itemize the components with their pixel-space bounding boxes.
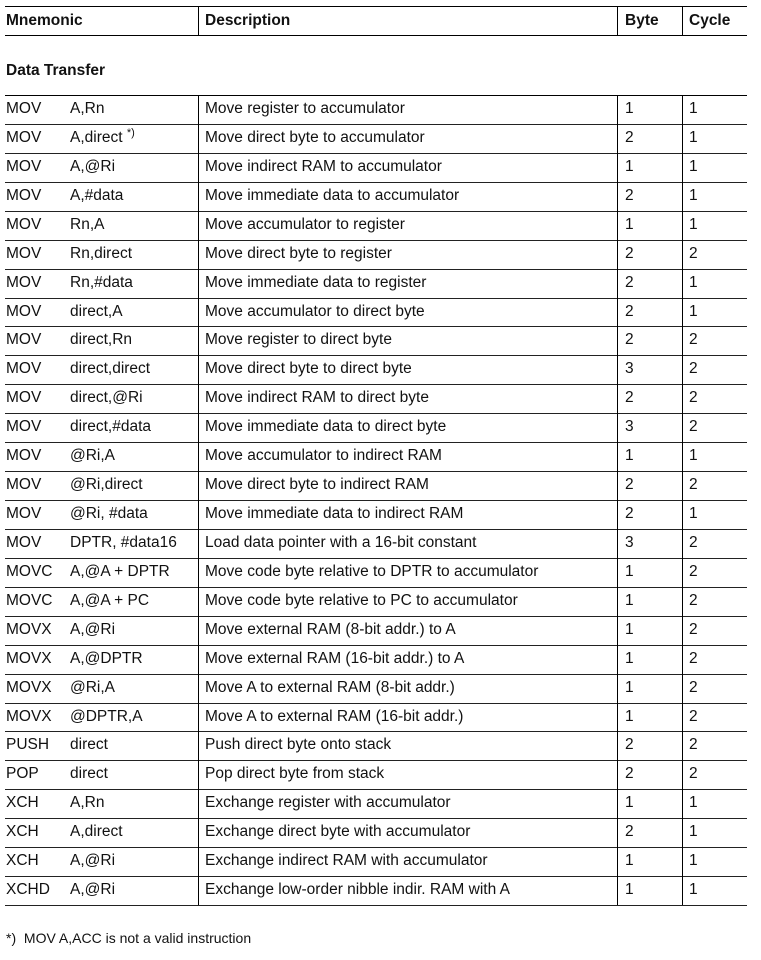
section-title: Data Transfer	[6, 62, 106, 79]
row-divider	[5, 616, 747, 617]
row-description: Exchange register with accumulator	[205, 794, 451, 811]
row-divider	[5, 645, 747, 646]
row-description: Move indirect RAM to accumulator	[205, 158, 442, 175]
row-operands	[70, 592, 149, 610]
row-opcode: XCHD	[6, 881, 50, 898]
row-byte: 1	[625, 216, 634, 233]
row-operands-text: direct,Rn	[70, 331, 133, 348]
row-operands-text: A,direct	[70, 823, 123, 840]
row-cycle: 2	[689, 360, 698, 377]
row-operands-text: A,@A + PC	[70, 592, 150, 609]
row-cycle: 2	[689, 736, 698, 753]
row-byte: 2	[625, 245, 634, 262]
row-operands-text: DPTR, #data16	[70, 534, 177, 551]
row-cycle: 2	[689, 331, 698, 348]
row-description: Exchange low-order nibble indir. RAM with A	[205, 881, 510, 898]
row-cycle: 1	[689, 794, 698, 811]
row-cycle: 1	[689, 852, 698, 869]
row-cycle: 1	[689, 158, 698, 175]
header-bottom-border	[5, 35, 747, 36]
row-byte: 2	[625, 736, 634, 753]
row-byte: 2	[625, 765, 634, 782]
row-description: Move code byte relative to PC to accumulator	[205, 592, 518, 609]
header-column-divider	[682, 6, 683, 35]
row-description: Push direct byte onto stack	[205, 736, 392, 753]
row-opcode: MOV	[6, 360, 42, 377]
row-operands-text: direct,A	[70, 303, 123, 320]
footnote	[6, 930, 251, 946]
row-opcode: MOVX	[6, 650, 52, 667]
row-opcode: POP	[6, 765, 39, 782]
row-operands-text: @Ri, #data	[70, 505, 148, 522]
row-description: Move direct byte to direct byte	[205, 360, 412, 377]
row-byte: 3	[625, 534, 634, 551]
row-description: Exchange indirect RAM with accumulator	[205, 852, 488, 869]
row-opcode: MOV	[6, 245, 42, 262]
row-byte: 1	[625, 100, 634, 117]
row-divider	[5, 153, 747, 154]
row-divider	[5, 529, 747, 530]
row-byte: 3	[625, 418, 634, 435]
row-operands	[70, 765, 108, 783]
row-description: Move accumulator to indirect RAM	[205, 447, 442, 464]
row-operands-text: A,direct	[70, 129, 123, 146]
row-operands	[70, 650, 143, 668]
row-description: Move direct byte to indirect RAM	[205, 476, 429, 493]
row-opcode: MOV	[6, 418, 42, 435]
row-opcode: MOVX	[6, 621, 52, 638]
row-cycle: 2	[689, 245, 698, 262]
row-opcode: MOV	[6, 331, 42, 348]
row-divider	[5, 587, 747, 588]
row-operands	[70, 621, 115, 639]
row-divider	[5, 674, 747, 675]
row-description: Move register to accumulator	[205, 100, 405, 117]
row-divider	[5, 789, 747, 790]
row-divider	[5, 442, 747, 443]
row-operands	[70, 447, 115, 465]
row-operands	[70, 216, 104, 234]
row-operands-text: A,Rn	[70, 100, 105, 117]
row-operands	[70, 187, 123, 205]
header-cycle: Cycle	[689, 12, 731, 29]
row-operands-text: A,@Ri	[70, 158, 116, 175]
row-divider	[5, 760, 747, 761]
row-cycle: 1	[689, 274, 698, 291]
row-operands-text: @DPTR,A	[70, 708, 143, 725]
row-cycle: 1	[689, 100, 698, 117]
row-divider	[5, 818, 747, 819]
header-column-divider	[198, 6, 199, 35]
row-cycle: 2	[689, 563, 698, 580]
column-divider	[198, 95, 199, 905]
row-operands	[70, 158, 115, 176]
row-operands	[70, 303, 123, 321]
row-opcode: XCH	[6, 823, 39, 840]
row-byte: 2	[625, 331, 634, 348]
row-opcode: PUSH	[6, 736, 50, 753]
row-description: Move immediate data to register	[205, 274, 427, 291]
row-operands	[70, 331, 132, 349]
row-byte: 1	[625, 447, 634, 464]
row-operands-text: A,#data	[70, 187, 124, 204]
row-description: Move accumulator to direct byte	[205, 303, 425, 320]
row-operands	[70, 823, 123, 841]
row-byte: 2	[625, 187, 634, 204]
row-cycle: 1	[689, 129, 698, 146]
row-byte: 1	[625, 679, 634, 696]
row-byte: 1	[625, 881, 634, 898]
row-operands	[70, 418, 151, 436]
row-description: Move immediate data to indirect RAM	[205, 505, 464, 522]
row-opcode: MOV	[6, 389, 42, 406]
row-byte: 3	[625, 360, 634, 377]
row-divider	[5, 384, 747, 385]
row-cycle: 2	[689, 708, 698, 725]
row-opcode: MOV	[6, 100, 42, 117]
row-divider	[5, 211, 747, 212]
row-operands-text: A,@Ri	[70, 881, 116, 898]
row-description: Move direct byte to accumulator	[205, 129, 425, 146]
row-opcode: MOV	[6, 158, 42, 175]
row-description: Move code byte relative to DPTR to accumulator	[205, 563, 539, 580]
row-description: Exchange direct byte with accumulator	[205, 823, 471, 840]
row-operands	[70, 794, 104, 812]
row-cycle: 2	[689, 679, 698, 696]
header-description: Description	[205, 12, 291, 29]
row-cycle: 1	[689, 187, 698, 204]
row-opcode: MOVC	[6, 592, 53, 609]
row-operands	[70, 505, 148, 523]
row-operands-text: direct	[70, 736, 108, 753]
row-cycle: 2	[689, 592, 698, 609]
row-operands-text: direct,@Ri	[70, 389, 143, 406]
row-operands-text: A,@Ri	[70, 852, 116, 869]
row-divider	[5, 413, 747, 414]
row-opcode: MOV	[6, 447, 42, 464]
row-byte: 1	[625, 563, 634, 580]
column-divider	[682, 95, 683, 905]
row-description: Move immediate data to accumulator	[205, 187, 460, 204]
row-opcode: MOV	[6, 216, 42, 233]
row-operands	[70, 852, 115, 870]
table-top-border	[5, 6, 747, 7]
row-byte: 1	[625, 794, 634, 811]
row-cycle: 2	[689, 534, 698, 551]
row-divider	[5, 500, 747, 501]
row-operands	[70, 126, 135, 147]
row-operands	[70, 708, 143, 726]
row-opcode: MOV	[6, 505, 42, 522]
row-opcode: MOV	[6, 534, 42, 551]
row-operands-text: Rn,A	[70, 216, 105, 233]
row-description: Move external RAM (16-bit addr.) to A	[205, 650, 465, 667]
row-operands	[70, 736, 108, 754]
row-operands-text: direct,#data	[70, 418, 151, 435]
row-divider	[5, 355, 747, 356]
row-divider	[5, 558, 747, 559]
row-divider	[5, 731, 747, 732]
row-byte: 2	[625, 303, 634, 320]
row-divider	[5, 847, 747, 848]
row-description: Move direct byte to register	[205, 245, 392, 262]
row-byte: 1	[625, 650, 634, 667]
row-byte: 2	[625, 274, 634, 291]
row-cycle: 2	[689, 476, 698, 493]
row-cycle: 1	[689, 216, 698, 233]
row-byte: 1	[625, 852, 634, 869]
row-footnote-mark: *)	[126, 126, 135, 139]
row-cycle: 1	[689, 447, 698, 464]
row-cycle: 2	[689, 621, 698, 638]
header-column-divider	[617, 6, 618, 35]
row-operands-text: direct	[70, 765, 108, 782]
row-opcode: XCH	[6, 794, 39, 811]
row-operands-text: Rn,direct	[70, 245, 133, 262]
row-divider	[5, 326, 747, 327]
row-opcode: MOVX	[6, 679, 52, 696]
row-description: Move indirect RAM to direct byte	[205, 389, 429, 406]
row-byte: 1	[625, 621, 634, 638]
header-mnemonic: Mnemonic	[6, 12, 83, 29]
body-top-border	[5, 95, 747, 96]
row-divider	[5, 269, 747, 270]
row-operands	[70, 274, 133, 292]
row-operands	[70, 534, 177, 552]
row-description: Move register to direct byte	[205, 331, 392, 348]
row-operands-text: A,@A + DPTR	[70, 563, 170, 580]
row-cycle: 1	[689, 881, 698, 898]
row-operands-text: A,@Ri	[70, 621, 116, 638]
row-operands	[70, 563, 170, 581]
row-opcode: MOV	[6, 187, 42, 204]
row-opcode: MOV	[6, 303, 42, 320]
row-operands-text: @Ri,A	[70, 447, 116, 464]
row-opcode: XCH	[6, 852, 39, 869]
row-cycle: 1	[689, 823, 698, 840]
row-byte: 1	[625, 158, 634, 175]
row-cycle: 2	[689, 418, 698, 435]
row-divider	[5, 182, 747, 183]
footnote-mark: *)	[6, 930, 17, 946]
row-divider	[5, 298, 747, 299]
row-operands-text: A,@DPTR	[70, 650, 143, 667]
row-divider	[5, 876, 747, 877]
row-byte: 1	[625, 592, 634, 609]
row-divider	[5, 124, 747, 125]
row-operands	[70, 360, 150, 378]
row-byte: 2	[625, 505, 634, 522]
row-cycle: 1	[689, 505, 698, 522]
row-operands	[70, 389, 143, 407]
row-cycle: 2	[689, 650, 698, 667]
row-description: Load data pointer with a 16-bit constant	[205, 534, 477, 551]
row-operands	[70, 679, 115, 697]
row-description: Move immediate data to direct byte	[205, 418, 447, 435]
row-divider	[5, 703, 747, 704]
row-cycle: 2	[689, 765, 698, 782]
header-byte: Byte	[625, 12, 659, 29]
row-opcode: MOV	[6, 274, 42, 291]
row-description: Move external RAM (8-bit addr.) to A	[205, 621, 456, 638]
row-operands-text: A,Rn	[70, 794, 105, 811]
row-byte: 2	[625, 129, 634, 146]
row-description: Pop direct byte from stack	[205, 765, 385, 782]
row-opcode: MOV	[6, 476, 42, 493]
row-divider	[5, 471, 747, 472]
row-operands	[70, 881, 115, 899]
row-opcode: MOVC	[6, 563, 53, 580]
row-description: Move accumulator to register	[205, 216, 405, 233]
row-byte: 2	[625, 823, 634, 840]
row-operands	[70, 100, 104, 118]
row-description: Move A to external RAM (16-bit addr.)	[205, 708, 464, 725]
row-description: Move A to external RAM (8-bit addr.)	[205, 679, 455, 696]
row-operands	[70, 476, 143, 494]
row-operands-text: direct,direct	[70, 360, 151, 377]
row-cycle: 2	[689, 389, 698, 406]
row-byte: 1	[625, 708, 634, 725]
footnote-text: MOV A,ACC is not a valid instruction	[23, 930, 252, 946]
row-divider	[5, 905, 747, 906]
row-operands-text: @Ri,direct	[70, 476, 143, 493]
row-operands	[70, 245, 132, 263]
row-cycle: 1	[689, 303, 698, 320]
row-operands-text: @Ri,A	[70, 679, 116, 696]
row-byte: 2	[625, 389, 634, 406]
row-opcode: MOVX	[6, 708, 52, 725]
column-divider	[617, 95, 618, 905]
row-opcode: MOV	[6, 129, 42, 146]
row-divider	[5, 240, 747, 241]
row-byte: 2	[625, 476, 634, 493]
row-operands-text: Rn,#data	[70, 274, 133, 291]
